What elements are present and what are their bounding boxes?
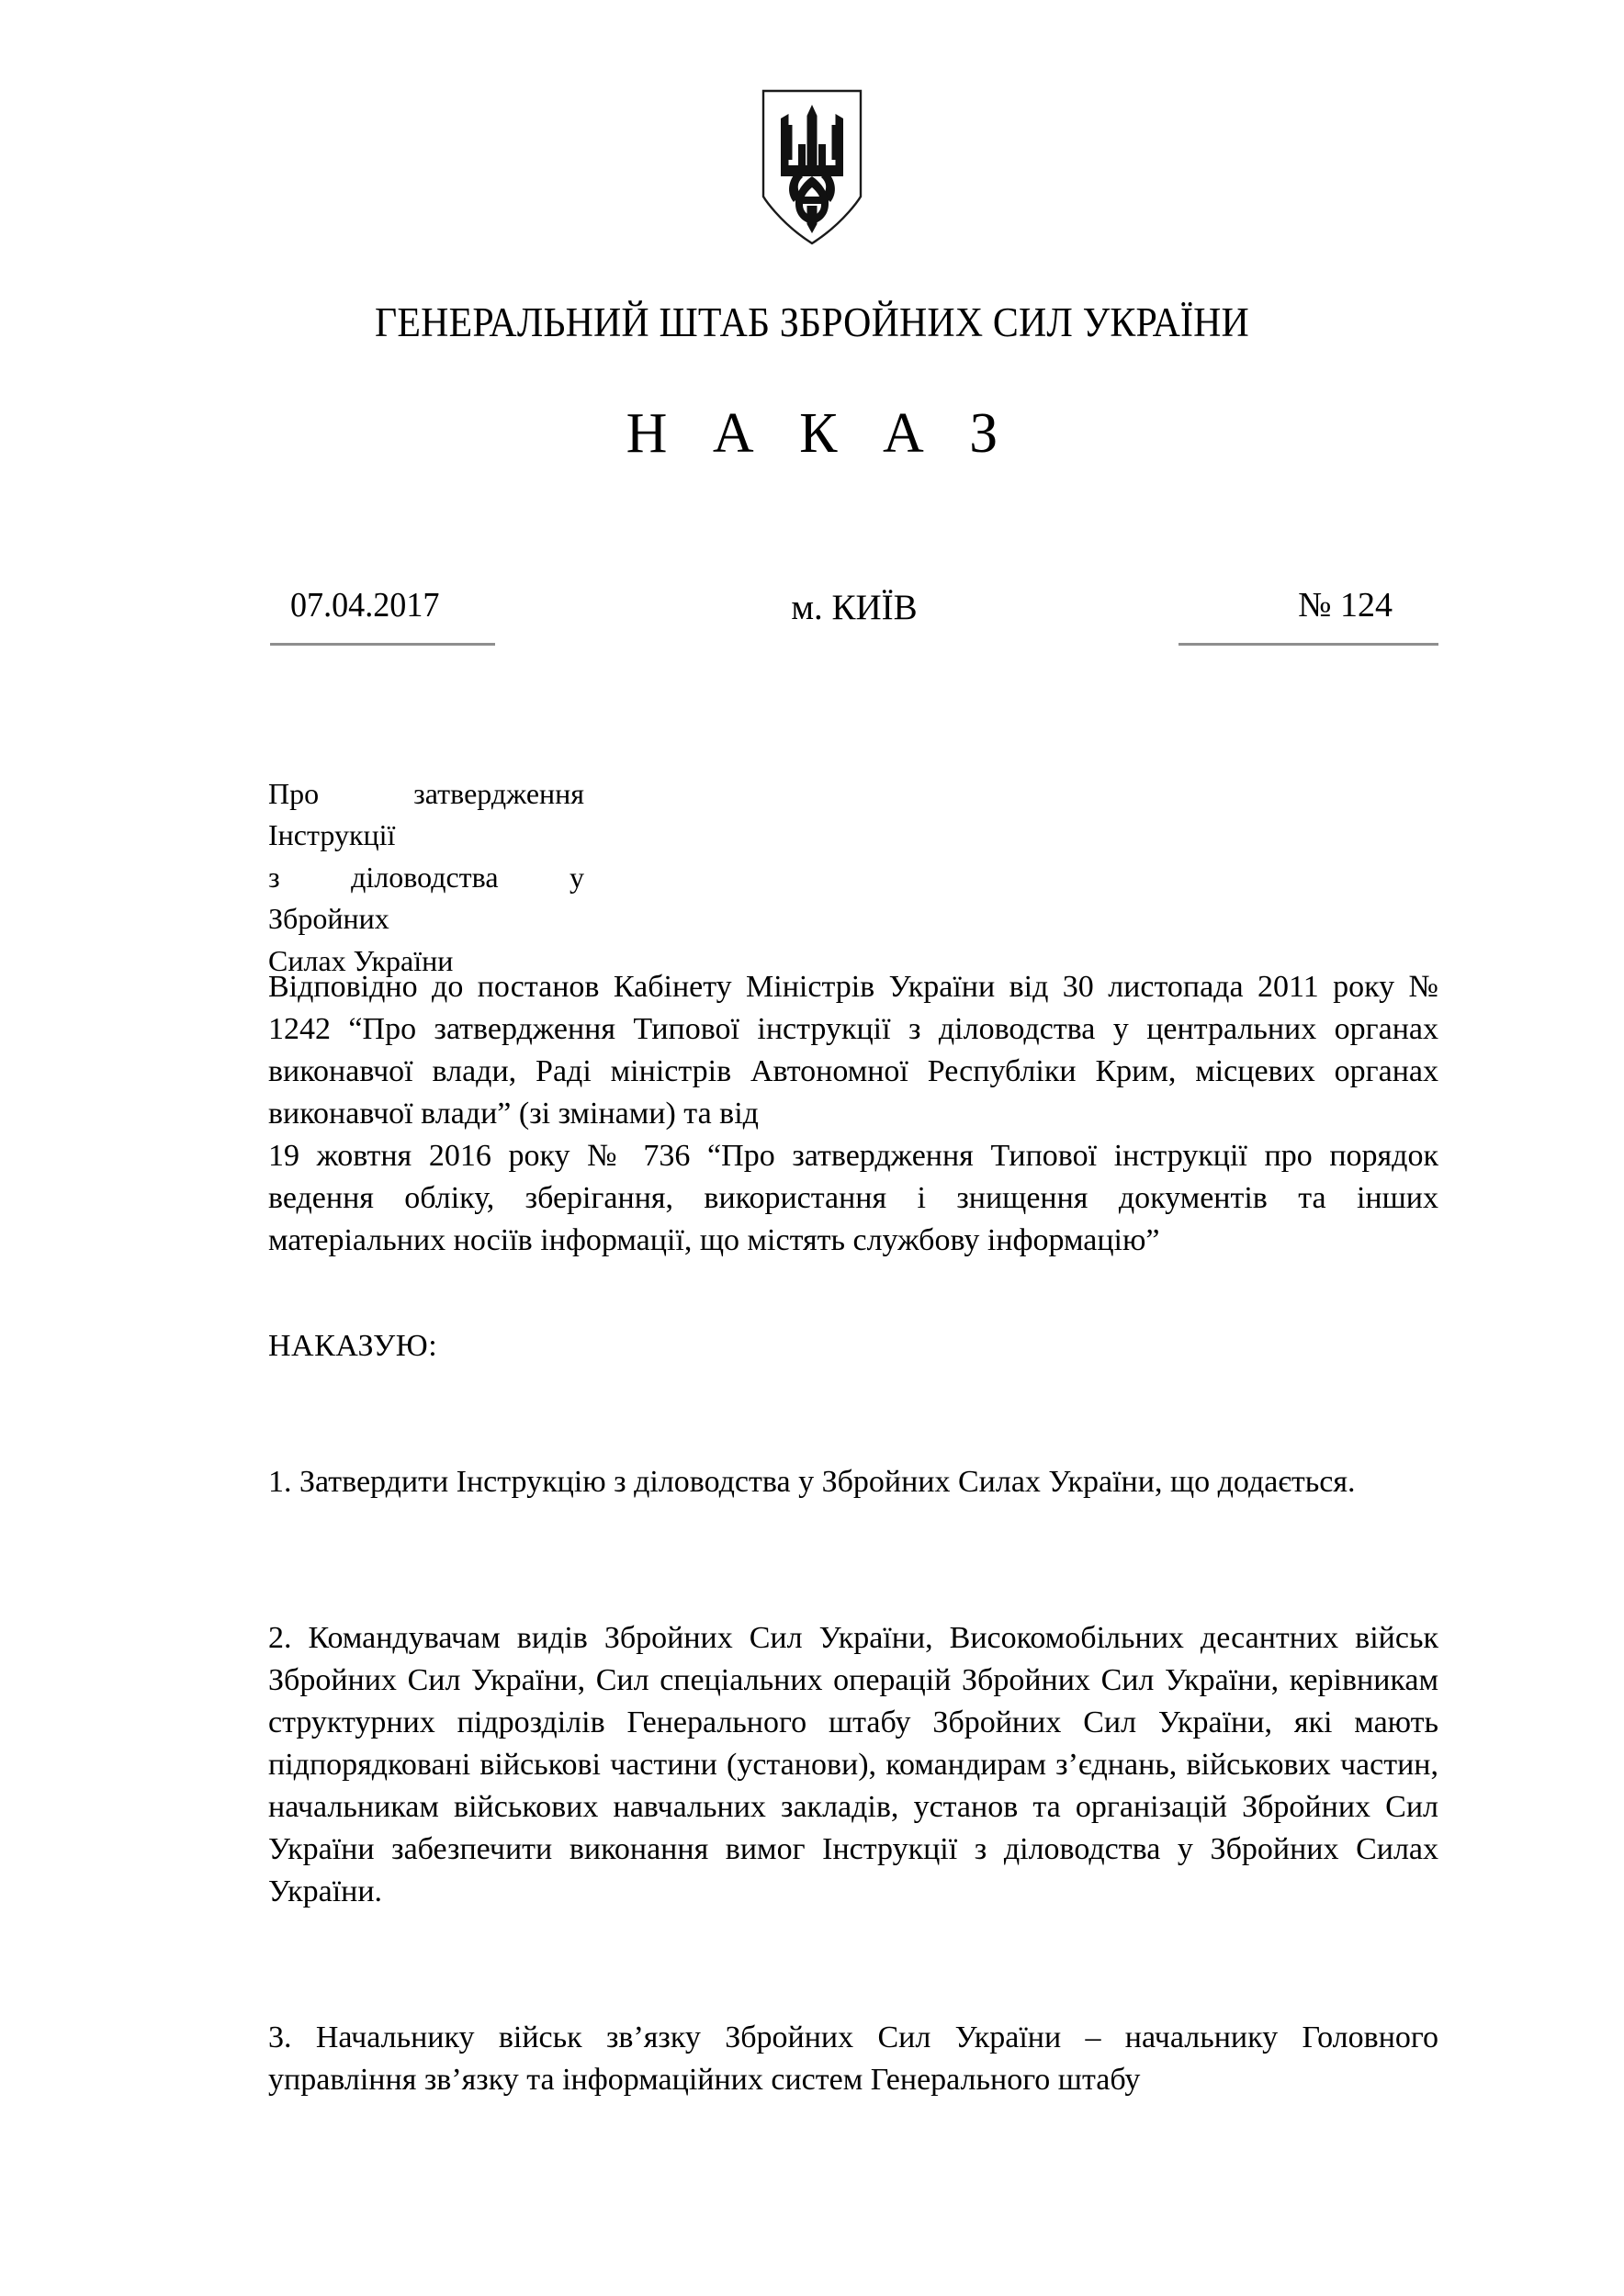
subject-line-2: з діловодства у Збройних — [268, 860, 584, 936]
order-item-3-text: 3. Начальнику військ зв’язку Збройних Сил України – начальнику Головного управління зв’язку та інформаційних систем Генерального штабу — [268, 2020, 1438, 2098]
document-number: № 124 — [1298, 586, 1393, 625]
subject-line-1: Про затвердження Інструкції — [268, 777, 584, 852]
organization-title: ГЕНЕРАЛЬНИЙ ШТАБ ЗБРОЙНИХ СИЛ УКРАЇНИ — [375, 299, 1249, 345]
order-item-1 — [268, 1461, 1438, 1503]
number-underline-rule — [1179, 643, 1438, 646]
subject-block — [268, 773, 584, 982]
preamble-paragraph-1: Відповідно до постанов Кабінету Міністрів України від 30 листопада 2011 року № 1242 “Про затвердження Типової інструкції з діловодства у центральних органах виконавчої влади, Раді міністрів Автономної Республіки Крим, місцевих органах виконавчої влади” (зі змінами) та від — [268, 970, 1438, 1131]
order-item-3 — [268, 2017, 1438, 2101]
ukraine-coat-of-arms-tryzub-icon — [761, 88, 863, 246]
order-item-2 — [268, 1617, 1438, 1913]
document-city: м. КИЇВ — [791, 588, 918, 627]
preamble-block — [268, 966, 1438, 1262]
subject-line-3: Силах України — [268, 943, 454, 977]
preamble-paragraph-2: 19 жовтня 2016 року № 736 “Про затвердження Типової інструкції про порядок ведення обліку, зберігання, використання і знищення документів та інших матеріальних носіїв інформації, що містять службову інформацію” — [268, 1139, 1438, 1258]
coat-of-arms-container — [0, 88, 1624, 246]
order-item-1-text: 1. Затвердити Інструкцію з діловодства у Збройних Силах України, що додається. — [268, 1465, 1356, 1499]
document-date: 07.04.2017 — [290, 586, 440, 625]
date-underline-rule — [270, 643, 495, 646]
order-keyword-block — [268, 1329, 1438, 1364]
document-meta-row — [270, 585, 1438, 657]
order-item-2-text: 2. Командувачам видів Збройних Сил України, Високомобільних десантних військ Збройних Сил України, Сил спеціальних операцій Збройних Сил України, керівникам структурних підрозділів Генерального штабу Збройних Сил України, які мають підпорядковані військові частини (установи), командирам з’єднань, військових частин, начальникам військових навчальних закладів, установ та організацій Збройних Сил України забезпечити виконання вимог Інструкції з діловодства у Збройних Силах України. — [268, 1621, 1438, 1909]
document-type-heading: Н А К А З — [626, 402, 1014, 465]
order-keyword: НАКАЗУЮ: — [268, 1329, 438, 1363]
